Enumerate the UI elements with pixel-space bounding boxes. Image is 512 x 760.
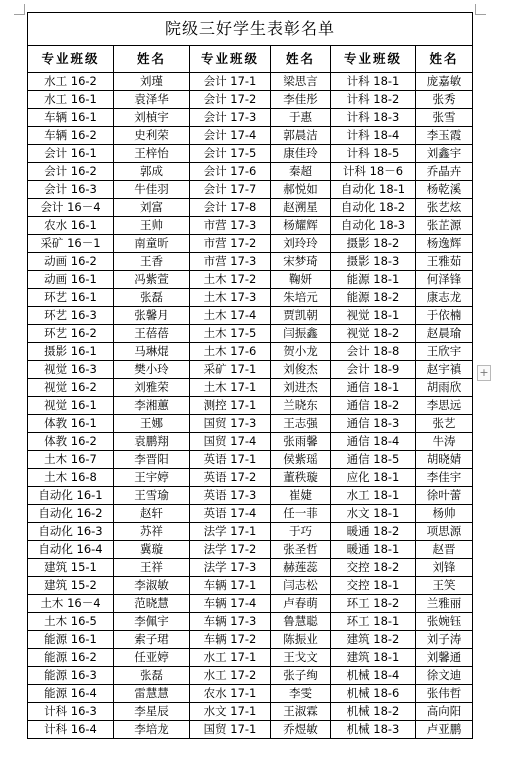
roster-body [28,13,473,739]
name-cell: 李佳宇 [416,469,473,487]
table-row [28,181,473,199]
class-cell: 会计 16-1 [28,145,114,163]
class-cell: 应化 18-1 [331,469,416,487]
class-cell: 能源 16-2 [28,649,114,667]
class-cell: 计科 18－6 [331,163,416,181]
name-cell: 李玉霞 [416,127,473,145]
name-cell: 康佳玲 [271,145,331,163]
class-cell: 体教 16-1 [28,415,114,433]
class-cell: 会计 16－4 [28,199,114,217]
table-row [28,649,473,667]
class-cell: 国贸 17-1 [190,721,271,739]
class-cell: 计科 16-4 [28,721,114,739]
class-cell: 土木 16－4 [28,595,114,613]
name-cell: 张子绚 [271,667,331,685]
name-cell: 张雪 [416,109,473,127]
table-row [28,631,473,649]
name-cell: 闫志松 [271,577,331,595]
name-cell: 刘鑫宇 [416,145,473,163]
name-cell: 王欣宇 [416,343,473,361]
table-row [28,109,473,127]
table-row [28,253,473,271]
class-cell: 会计 16-2 [28,163,114,181]
class-cell: 机械 18-4 [331,667,416,685]
class-cell: 机械 18-3 [331,721,416,739]
name-cell: 杨逸辉 [416,235,473,253]
class-cell: 会计 16-3 [28,181,114,199]
class-cell: 暖通 18-1 [331,541,416,559]
class-cell: 通信 18-4 [331,433,416,451]
name-cell: 闫振鑫 [271,325,331,343]
name-cell: 杨帅 [416,505,473,523]
class-cell: 能源 18-2 [331,289,416,307]
name-cell: 贺小龙 [271,343,331,361]
name-cell: 鲁慧聪 [271,613,331,631]
class-cell: 法学 17-2 [190,541,271,559]
class-cell: 自动化 16-1 [28,487,114,505]
name-cell: 任亚婷 [114,649,190,667]
class-cell: 通信 18-2 [331,397,416,415]
name-cell: 史利荣 [114,127,190,145]
name-cell: 宋梦琦 [271,253,331,271]
table-row [28,595,473,613]
name-cell: 赫莲蕊 [271,559,331,577]
class-cell: 会计 17-4 [190,127,271,145]
class-cell: 计科 18-2 [331,91,416,109]
name-cell: 王淑霖 [271,703,331,721]
honor-roster-table [27,12,473,739]
table-row [28,685,473,703]
class-cell: 视觉 16-1 [28,397,114,415]
name-cell: 袁泽华 [114,91,190,109]
name-cell: 王香 [114,253,190,271]
table-row [28,145,473,163]
table-row [28,91,473,109]
name-cell: 郝悦如 [271,181,331,199]
class-cell: 土木 16-7 [28,451,114,469]
class-cell: 通信 18-1 [331,379,416,397]
name-cell: 卢亚鹏 [416,721,473,739]
class-cell: 英语 17-4 [190,505,271,523]
name-cell: 马琳焜 [114,343,190,361]
class-cell: 视觉 18-1 [331,307,416,325]
name-cell: 王祥 [114,559,190,577]
name-cell: 于巧 [271,523,331,541]
class-cell: 计科 18-4 [331,127,416,145]
name-cell: 冯紫萱 [114,271,190,289]
class-cell: 水文 17-1 [190,703,271,721]
class-cell: 车辆 17-1 [190,577,271,595]
class-cell: 土木 17-5 [190,325,271,343]
name-cell: 刘富 [114,199,190,217]
class-cell: 土木 17-4 [190,307,271,325]
class-cell: 摄影 16-1 [28,343,114,361]
name-cell: 高向阳 [416,703,473,721]
name-cell: 项思源 [416,523,473,541]
class-cell: 建筑 18-1 [331,649,416,667]
name-cell: 王宇婷 [114,469,190,487]
table-row [28,541,473,559]
class-cell: 车辆 17-3 [190,613,271,631]
class-cell: 土木 16-8 [28,469,114,487]
class-cell: 暖通 18-2 [331,523,416,541]
class-cell: 会计 17-8 [190,199,271,217]
header-name: 姓名 [114,46,190,73]
class-cell: 能源 16-4 [28,685,114,703]
name-cell: 刘进杰 [271,379,331,397]
class-cell: 会计 18-9 [331,361,416,379]
class-cell: 能源 18-1 [331,271,416,289]
table-row [28,469,473,487]
table-row [28,613,473,631]
class-cell: 机械 18-6 [331,685,416,703]
class-cell: 自动化 16-3 [28,523,114,541]
name-cell: 卢春萌 [271,595,331,613]
class-cell: 采矿 16－1 [28,235,114,253]
name-cell: 王蓓蓓 [114,325,190,343]
header-name: 姓名 [271,46,331,73]
class-cell: 农水 17-1 [190,685,271,703]
class-cell: 自动化 16-2 [28,505,114,523]
class-cell: 国贸 17-4 [190,433,271,451]
name-cell: 李佩宇 [114,613,190,631]
class-cell: 土木 17-1 [190,379,271,397]
name-cell: 王雅茹 [416,253,473,271]
class-cell: 计科 18-5 [331,145,416,163]
table-row [28,217,473,235]
table-row [28,235,473,253]
class-cell: 车辆 16-1 [28,109,114,127]
name-cell: 王戈文 [271,649,331,667]
class-cell: 自动化 18-3 [331,217,416,235]
name-cell: 杨乾溪 [416,181,473,199]
name-cell: 董秩璇 [271,469,331,487]
table-row [28,325,473,343]
class-cell: 视觉 16-2 [28,379,114,397]
class-cell: 环艺 16-1 [28,289,114,307]
name-cell: 李湘蕙 [114,397,190,415]
class-cell: 会计 17-2 [190,91,271,109]
name-cell: 鞠妍 [271,271,331,289]
class-cell: 交控 18-2 [331,559,416,577]
class-cell: 土木 16-5 [28,613,114,631]
name-cell: 秦超 [271,163,331,181]
name-cell: 刘瑾 [114,73,190,91]
class-cell: 国贸 17-3 [190,415,271,433]
class-cell: 车辆 17-2 [190,631,271,649]
name-cell: 徐叶蕾 [416,487,473,505]
name-cell: 于依楠 [416,307,473,325]
name-cell: 张磊 [114,289,190,307]
class-cell: 会计 18-8 [331,343,416,361]
name-cell: 牛涛 [416,433,473,451]
table-row [28,397,473,415]
name-cell: 何泽锋 [416,271,473,289]
name-cell: 袁鹏翔 [114,433,190,451]
table-row [28,523,473,541]
class-cell: 视觉 16-3 [28,361,114,379]
class-cell: 英语 17-1 [190,451,271,469]
name-cell: 张雨馨 [271,433,331,451]
name-cell: 王志强 [271,415,331,433]
class-cell: 环工 18-1 [331,613,416,631]
class-cell: 建筑 15-2 [28,577,114,595]
name-cell: 赵晨瑜 [416,325,473,343]
name-cell: 刘锋 [416,559,473,577]
name-cell: 李星辰 [114,703,190,721]
table-row [28,307,473,325]
class-cell: 水工 16-2 [28,73,114,91]
name-cell: 侯紫瑶 [271,451,331,469]
name-cell: 梁思言 [271,73,331,91]
name-cell: 冀璇 [114,541,190,559]
name-cell: 乔晶卉 [416,163,473,181]
header-row [28,46,473,73]
table-row [28,703,473,721]
class-cell: 动画 16-2 [28,253,114,271]
table-row [28,559,473,577]
name-cell: 李晋阳 [114,451,190,469]
name-cell: 刘子涛 [416,631,473,649]
table-row [28,289,473,307]
class-cell: 能源 16-1 [28,631,114,649]
class-cell: 采矿 17-1 [190,361,271,379]
name-cell: 朱培元 [271,289,331,307]
table-row [28,721,473,739]
name-cell: 李思远 [416,397,473,415]
class-cell: 自动化 18-2 [331,199,416,217]
class-cell: 摄影 18-3 [331,253,416,271]
class-cell: 车辆 17-4 [190,595,271,613]
class-cell: 计科 18-3 [331,109,416,127]
name-cell: 徐文迪 [416,667,473,685]
class-cell: 土木 17-6 [190,343,271,361]
table-row [28,451,473,469]
class-cell: 会计 17-6 [190,163,271,181]
name-cell: 王雪瑜 [114,487,190,505]
class-cell: 建筑 15-1 [28,559,114,577]
table-row [28,343,473,361]
page-title: 院级三好学生表彰名单 [28,13,473,46]
page-corner-mark-right [475,4,486,15]
name-cell: 刘馨通 [416,649,473,667]
name-cell: 兰雅丽 [416,595,473,613]
table-row [28,271,473,289]
class-cell: 水工 18-1 [331,487,416,505]
name-cell: 王娜 [114,415,190,433]
name-cell: 张圣哲 [271,541,331,559]
class-cell: 会计 17-5 [190,145,271,163]
class-cell: 自动化 16-4 [28,541,114,559]
name-cell: 张秀 [416,91,473,109]
name-cell: 赵溯星 [271,199,331,217]
table-row [28,127,473,145]
class-cell: 视觉 18-2 [331,325,416,343]
name-cell: 张艺炫 [416,199,473,217]
header-class: 专业班级 [190,46,271,73]
name-cell: 张伟哲 [416,685,473,703]
name-cell: 李淑敏 [114,577,190,595]
class-cell: 市营 17-3 [190,253,271,271]
name-cell: 张磊 [114,667,190,685]
class-cell: 土木 17-3 [190,289,271,307]
name-cell: 刘玲玲 [271,235,331,253]
class-cell: 动画 16-1 [28,271,114,289]
class-cell: 会计 17-7 [190,181,271,199]
name-cell: 郭晨洁 [271,127,331,145]
name-cell: 张婉钰 [416,613,473,631]
name-cell: 赵宇禛 [416,361,473,379]
table-row [28,361,473,379]
name-cell: 胡晓婧 [416,451,473,469]
name-cell: 范晓慧 [114,595,190,613]
table-row [28,73,473,91]
name-cell: 庞嘉敏 [416,73,473,91]
class-cell: 环艺 16-3 [28,307,114,325]
table-row [28,163,473,181]
name-cell: 牛佳羽 [114,181,190,199]
class-cell: 环工 18-2 [331,595,416,613]
class-cell: 车辆 16-2 [28,127,114,145]
class-cell: 农水 16-1 [28,217,114,235]
class-cell: 法学 17-1 [190,523,271,541]
table-row [28,199,473,217]
page-corner-mark-left [14,4,25,15]
class-cell: 英语 17-2 [190,469,271,487]
name-cell: 刘俊杰 [271,361,331,379]
header-name: 姓名 [416,46,473,73]
class-cell: 计科 18-1 [331,73,416,91]
name-cell: 康志龙 [416,289,473,307]
add-row-button[interactable]: + [477,365,491,381]
class-cell: 水工 16-1 [28,91,114,109]
header-class: 专业班级 [28,46,114,73]
class-cell: 会计 17-3 [190,109,271,127]
name-cell: 张馨月 [114,307,190,325]
name-cell: 张芷源 [416,217,473,235]
name-cell: 樊小玲 [114,361,190,379]
name-cell: 兰晓东 [271,397,331,415]
name-cell: 张艺 [416,415,473,433]
class-cell: 法学 17-3 [190,559,271,577]
name-cell: 崔婕 [271,487,331,505]
class-cell: 土木 17-2 [190,271,271,289]
class-cell: 通信 18-5 [331,451,416,469]
name-cell: 南童昕 [114,235,190,253]
class-cell: 计科 16-3 [28,703,114,721]
name-cell: 刘楨宇 [114,109,190,127]
class-cell: 水工 17-2 [190,667,271,685]
name-cell: 王梓怡 [114,145,190,163]
name-cell: 王笑 [416,577,473,595]
name-cell: 贾凯朝 [271,307,331,325]
name-cell: 任一菲 [271,505,331,523]
class-cell: 自动化 18-1 [331,181,416,199]
table-row [28,415,473,433]
class-cell: 环艺 16-2 [28,325,114,343]
class-cell: 交控 18-1 [331,577,416,595]
class-cell: 水文 18-1 [331,505,416,523]
name-cell: 索子珺 [114,631,190,649]
table-row [28,379,473,397]
name-cell: 杨耀辉 [271,217,331,235]
class-cell: 测控 17-1 [190,397,271,415]
table-row [28,433,473,451]
name-cell: 乔煜敏 [271,721,331,739]
class-cell: 体教 16-2 [28,433,114,451]
name-cell: 郭成 [114,163,190,181]
name-cell: 李雯 [271,685,331,703]
table-row [28,577,473,595]
name-cell: 李培龙 [114,721,190,739]
name-cell: 王帅 [114,217,190,235]
table-row [28,667,473,685]
class-cell: 摄影 18-2 [331,235,416,253]
class-cell: 会计 17-1 [190,73,271,91]
class-cell: 机械 18-2 [331,703,416,721]
class-cell: 市营 17-3 [190,217,271,235]
table-row [28,487,473,505]
name-cell: 陈振业 [271,631,331,649]
table-row [28,505,473,523]
class-cell: 建筑 18-2 [331,631,416,649]
class-cell: 市营 17-2 [190,235,271,253]
name-cell: 苏祥 [114,523,190,541]
name-cell: 李佳彤 [271,91,331,109]
class-cell: 水工 17-1 [190,649,271,667]
class-cell: 通信 18-3 [331,415,416,433]
name-cell: 刘雅荣 [114,379,190,397]
name-cell: 胡雨欣 [416,379,473,397]
name-cell: 赵轩 [114,505,190,523]
header-class: 专业班级 [331,46,416,73]
name-cell: 于惠 [271,109,331,127]
class-cell: 英语 17-3 [190,487,271,505]
name-cell: 赵晋 [416,541,473,559]
name-cell: 雷慧慧 [114,685,190,703]
class-cell: 能源 16-3 [28,667,114,685]
